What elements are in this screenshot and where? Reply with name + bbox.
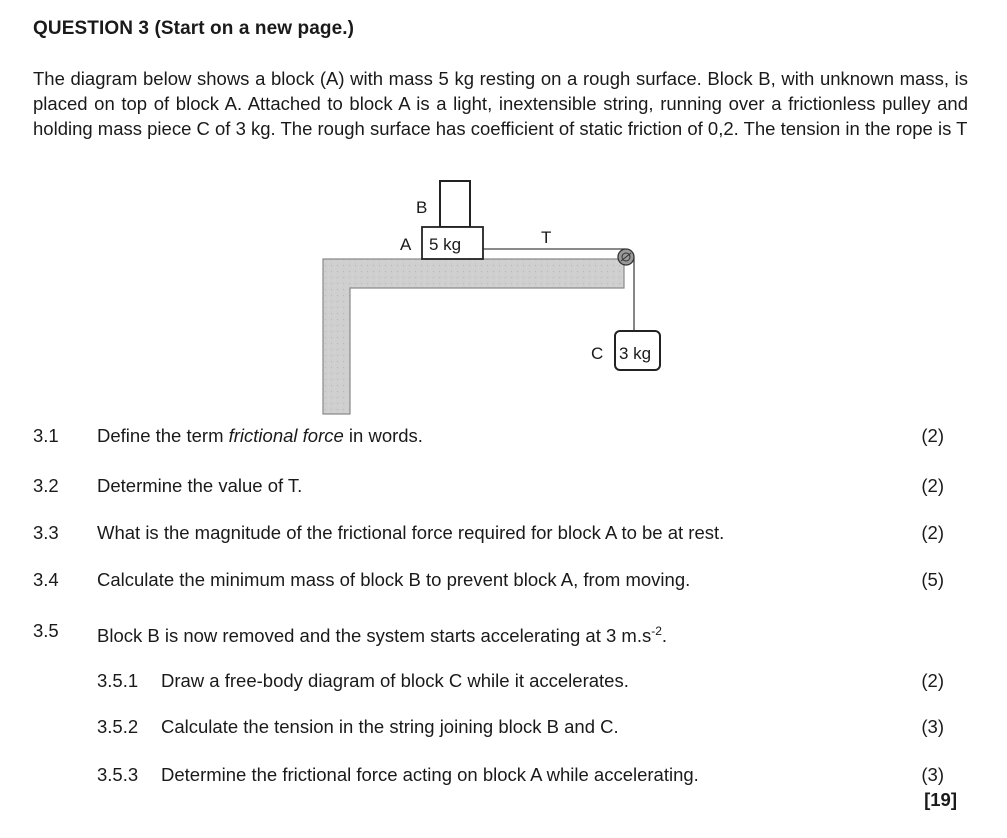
q-number: 3.3 <box>33 522 59 543</box>
subq-text: Calculate the tension in the string joining block B and C. <box>161 716 619 737</box>
label-c: C <box>591 344 604 363</box>
subq-number: 3.5.1 <box>97 670 139 691</box>
q-marks: (2) <box>921 475 944 496</box>
block-a-mass: 5 kg <box>429 235 462 254</box>
q-marks: (2) <box>921 425 944 446</box>
block-b <box>440 181 470 227</box>
label-b: B <box>416 198 428 217</box>
q-number: 3.2 <box>33 475 59 496</box>
subq-number: 3.5.2 <box>97 716 139 737</box>
q-marks: (5) <box>921 569 944 590</box>
q-marks: (2) <box>921 522 944 543</box>
block-c-mass: 3 kg <box>619 344 652 363</box>
q-text: Determine the value of T. <box>97 475 303 496</box>
q-number: 3.4 <box>33 569 59 590</box>
q-text: Block B is now removed and the system starts accelerating at 3 $m.s^{-2}$. <box>97 624 668 647</box>
subq-text: Draw a free-body diagram of block C while it accelerates. <box>161 670 629 691</box>
q-text: Define the term frictional force in words. <box>97 425 423 446</box>
subq-marks: (2) <box>921 670 944 691</box>
label-t: T <box>541 228 552 247</box>
total-marks: [19] <box>924 789 957 810</box>
table-surface <box>323 259 624 414</box>
q-number: 3.5 <box>33 620 59 641</box>
q-text: Calculate the minimum mass of block B to prevent block A, from moving. <box>97 569 691 590</box>
q-number: 3.1 <box>33 425 59 446</box>
subq-marks: (3) <box>921 764 944 785</box>
question-heading: QUESTION 3 (Start on a new page.) <box>33 18 355 39</box>
label-a: A <box>400 235 412 254</box>
subq-text: Determine the frictional force acting on block A while accelerating. <box>161 764 699 785</box>
subq-marks: (3) <box>921 716 944 737</box>
q-text: What is the magnitude of the frictional force required for block A to be at rest. <box>97 522 725 543</box>
question-intro: The diagram below shows a block (A) with mass 5 kg resting on a rough surface. Block B, with unknown mass, is placed on top of block A. Attached to block A is a light, inextensible string, running over a frictionless pulley and holding mass piece C of 3 kg. The rough surface has coefficient of static friction of 0,2. The tension in the rope is T <box>33 68 968 139</box>
subq-number: 3.5.3 <box>97 764 139 785</box>
